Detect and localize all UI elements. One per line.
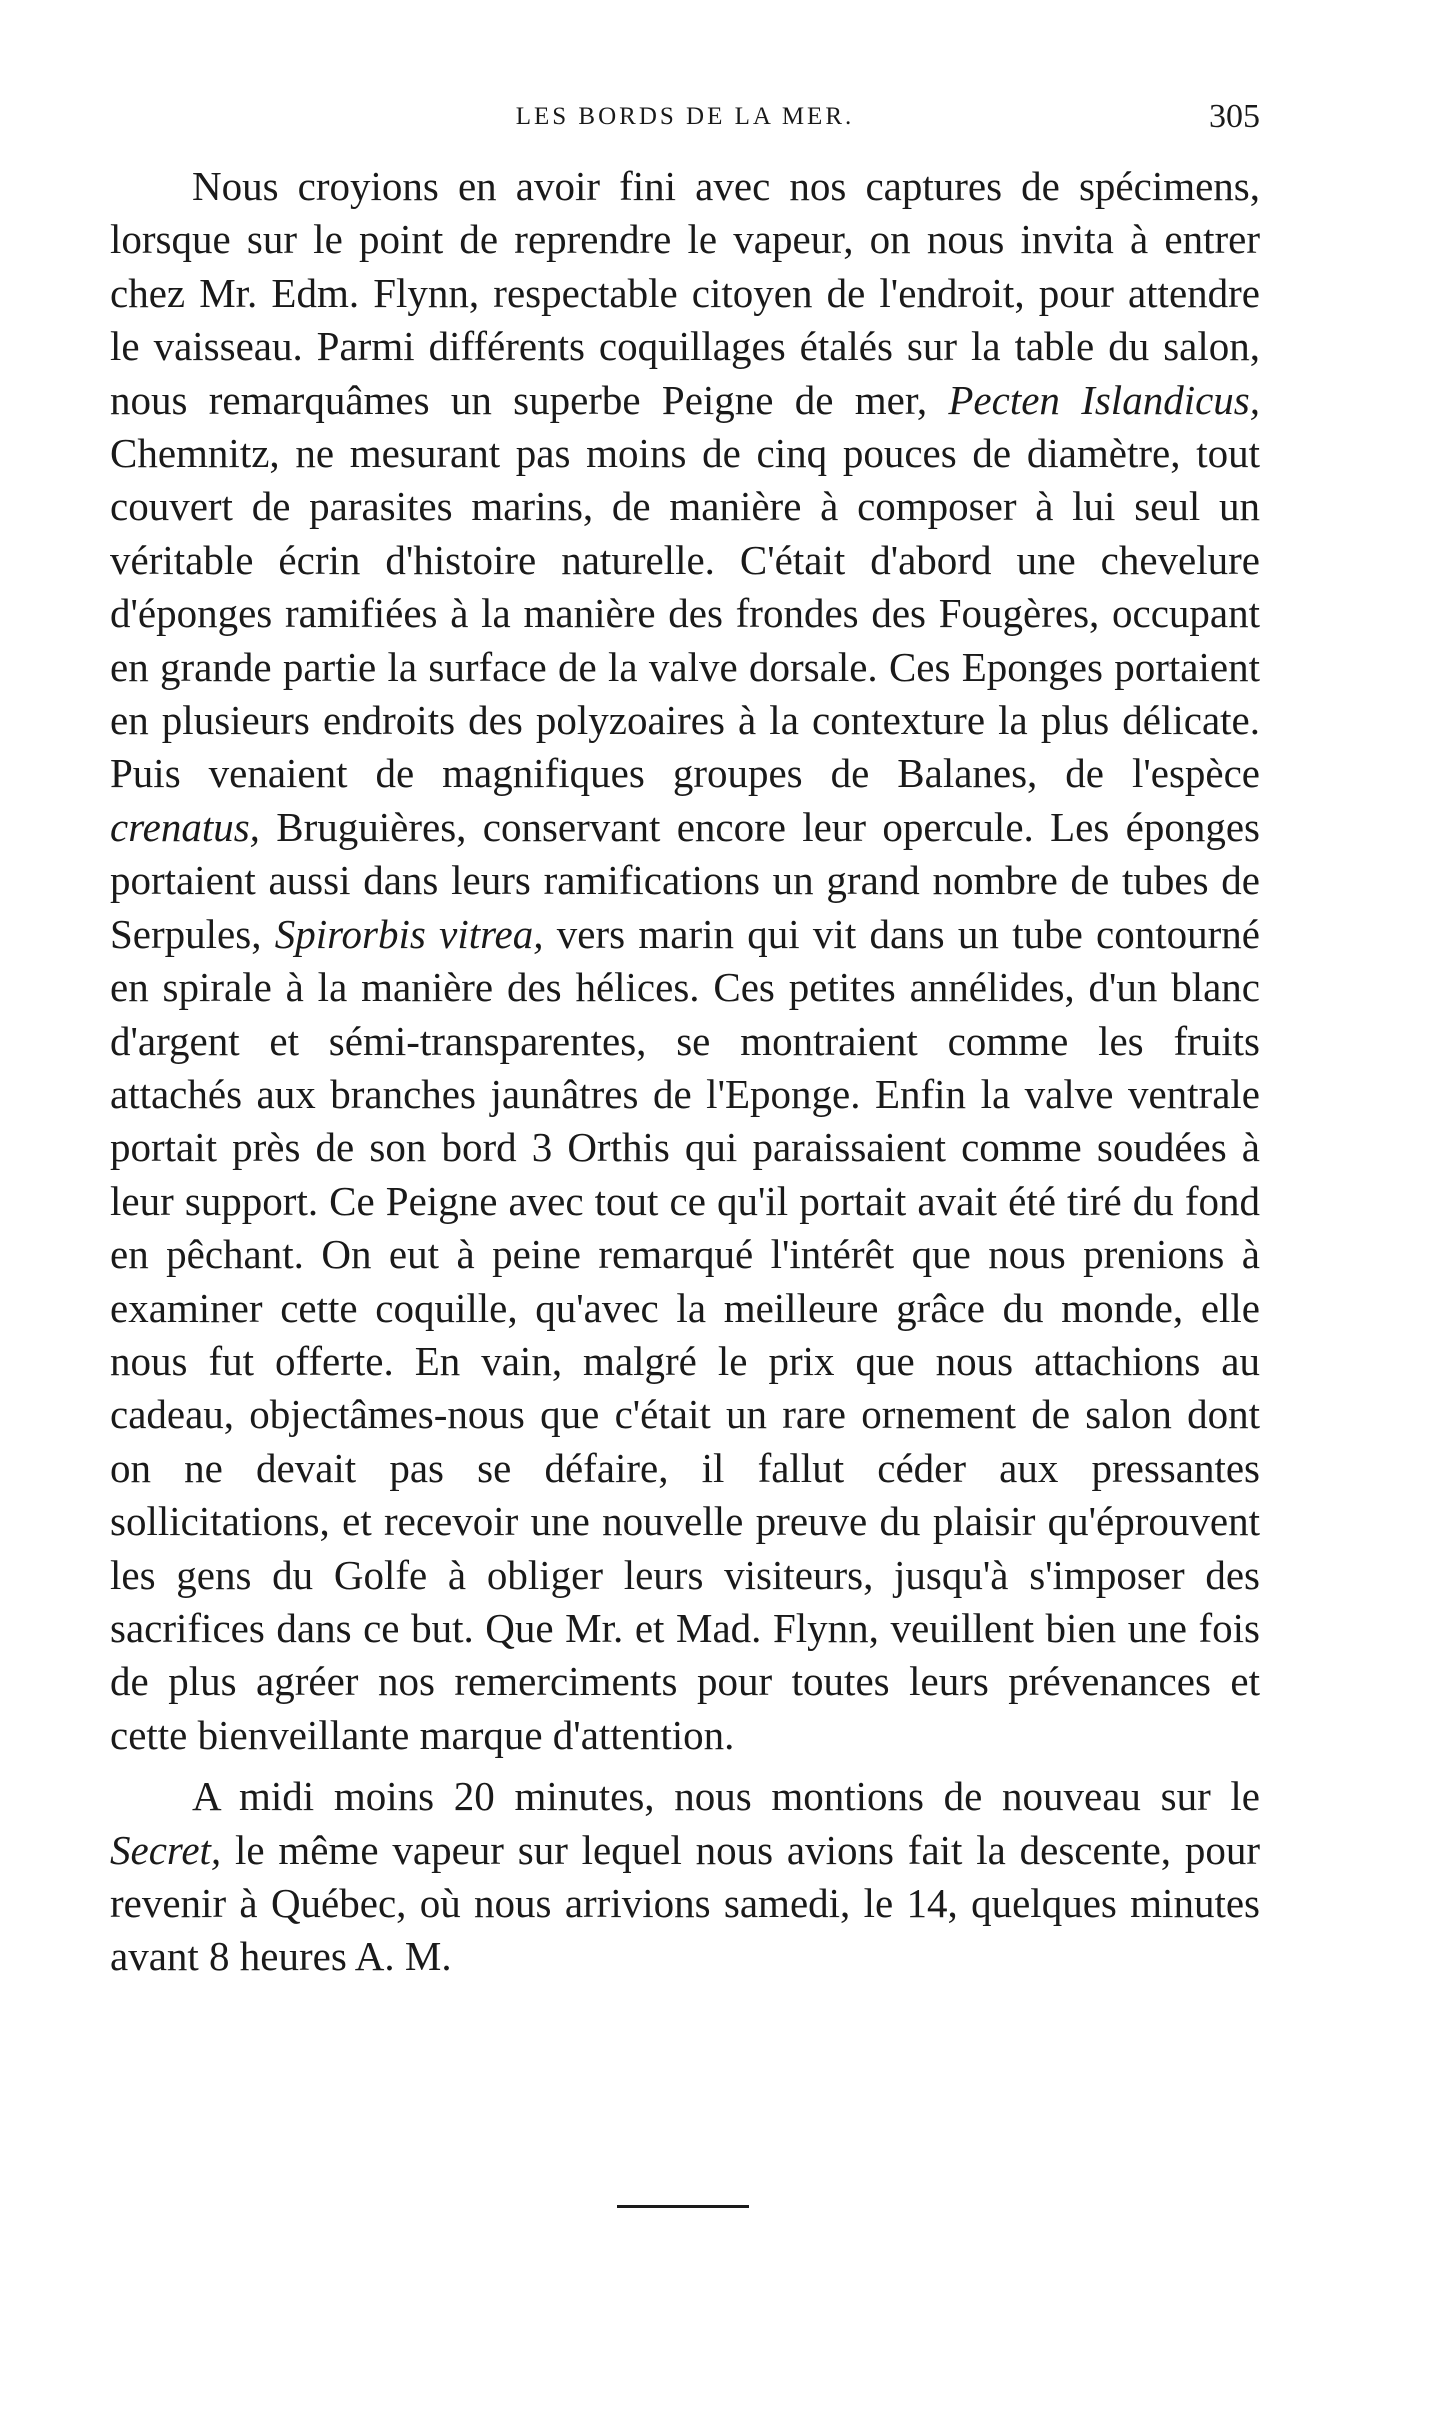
paragraph-return-voyage [110, 1770, 1260, 1984]
section-end-rule [617, 2205, 749, 2208]
body-text [110, 160, 1260, 1984]
page-number: 305 [1209, 98, 1260, 135]
species-name-crenatus: crenatus, [110, 803, 260, 850]
text-run: vers marin qui vit dans un tube contourné en spirale à la manière des hélices. Ces petites annélides, d'un blanc d'argent et sémi-transparentes, se montraient comme les fruits attachés aux branches jaunâtres de l'Eponge. Enfin la valve ventrale portait près de son bord 3 Orthis qui paraissaient comme soudées à leur support. Ce Peigne avec tout ce qu'il portait avait été tiré du fond en pêchant. On eut à peine remarqué l'intérêt que nous prenions à examiner cette coquille, qu'avec la meilleure grâce du monde, elle nous fut offerte. En vain, malgré le prix que nous attachions au cadeau, objectâmes-nous que c'était un rare ornement de salon dont on ne devait pas se défaire, il fallut céder aux pressantes sollicitations, et recevoir une nouvelle preuve du plaisir qu'éprouvent les gens du Golfe à obliger leurs visiteurs, jusqu'à s'imposer des sacrifices dans ce but. Que Mr. et Mad. Flynn, veuillent bien une fois de plus agréer nos remerciments pour toutes leurs prévenances et cette bienveillante marque d'attention. [110, 910, 1260, 1758]
text-run: Nous croyions en avoir fini avec nos captures de spécimens, lorsque sur le point de reprendre le vapeur, on nous invita à entrer chez Mr. Edm. Flynn, respectable citoyen de l'endroit, pour attendre le vaisseau. Parmi différents coquillages étalés sur la table du salon, nous remarquâmes un superbe Peigne de mer, [110, 163, 1260, 423]
text-run: Bruguières, conservant encore leur opercule. Les éponges portaient aussi dans leurs ramifications un grand nombre de tubes de Serpules, [110, 803, 1260, 957]
species-name-spirorbis: Spirorbis vitrea, [274, 910, 544, 957]
text-run: A midi moins 20 minutes, nous montions de nouveau sur le [192, 1773, 1260, 1820]
species-name-pecten: Pecten Islandicus, [948, 376, 1260, 423]
text-run: le même vapeur sur lequel nous avions fait la descente, pour revenir à Québec, où nous arrivions samedi, le 14, quelques minutes avant 8 heures A. M. [110, 1826, 1260, 1980]
running-title: LES BORDS DE LA MER. [515, 103, 855, 130]
paragraph-specimen-collection [110, 160, 1260, 1762]
running-head [110, 92, 1260, 142]
ship-name: Secret, [110, 1826, 222, 1873]
text-run: Chemnitz, ne mesurant pas moins de cinq pouces de diamètre, tout couvert de parasites marins, de manière à composer à lui seul un véritable écrin d'histoire naturelle. C'était d'abord une chevelure d'éponges ramifiées à la manière des frondes des Fougères, occupant en grande partie la surface de la valve dorsale. Ces Eponges portaient en plusieurs endroits des polyzoaires à la contexture la plus délicate. Puis venaient de magnifiques groupes de Balanes, de l'espèce [110, 430, 1260, 797]
